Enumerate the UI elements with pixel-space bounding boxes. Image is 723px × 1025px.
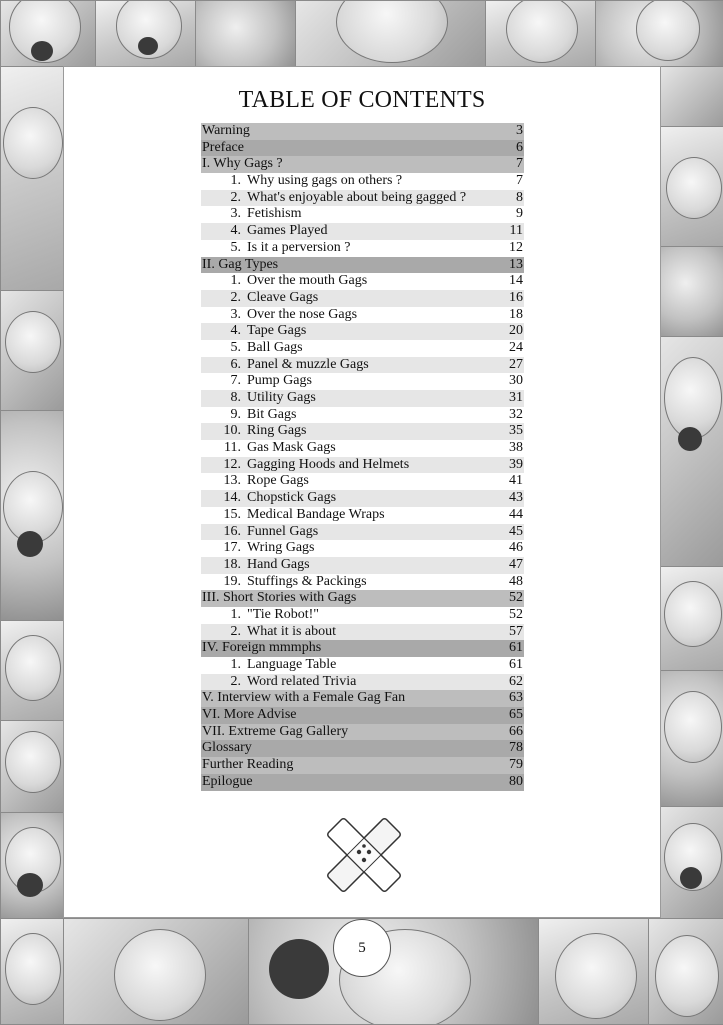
toc-subsection-row[interactable] xyxy=(201,340,524,357)
toc-entry-number: 2. xyxy=(230,623,241,639)
toc-entry-label: Over the mouth Gags xyxy=(247,273,368,289)
illustration-tile xyxy=(595,0,723,68)
toc-entry-page: 52 xyxy=(509,590,523,606)
toc-entry-label-group xyxy=(201,173,402,190)
illustration-tile xyxy=(538,918,650,1025)
toc-entry-label: III. Short Stories with Gags xyxy=(202,590,357,606)
toc-entry-page: 16 xyxy=(509,289,523,305)
toc-entry-number: 10. xyxy=(223,423,241,439)
toc-entry-label: V. Interview with a Female Gag Fan xyxy=(202,690,406,706)
toc-entry-label-group xyxy=(201,223,327,240)
toc-subsection-row[interactable] xyxy=(201,473,524,490)
toc-chapter-row[interactable] xyxy=(201,257,524,274)
toc-subsection-row[interactable] xyxy=(201,574,524,591)
toc-entry-label-group xyxy=(201,740,252,757)
toc-entry-label: Cleave Gags xyxy=(247,289,319,305)
toc-entry-number: 13. xyxy=(223,473,241,489)
toc-entry-number: 14. xyxy=(223,490,241,506)
toc-entry-label: Tape Gags xyxy=(247,323,307,339)
toc-chapter-row[interactable] xyxy=(201,690,524,707)
toc-subsection-row[interactable] xyxy=(201,407,524,424)
toc-entry-label-group xyxy=(201,373,312,390)
toc-entry-number: 1. xyxy=(230,657,241,672)
toc-entry-label: Word related Trivia xyxy=(247,673,357,689)
toc-entry-number: 4. xyxy=(230,223,241,239)
illustration-tile xyxy=(248,918,540,1025)
toc-entry-page: 61 xyxy=(509,640,523,656)
toc-entry-page: 32 xyxy=(509,406,523,422)
toc-entry-label-group xyxy=(201,690,405,707)
illustration-tile xyxy=(0,290,65,412)
toc-subsection-row[interactable] xyxy=(201,524,524,541)
illustration-tile xyxy=(0,410,65,622)
toc-entry-label: Hand Gags xyxy=(247,556,310,572)
toc-entry-page: 11 xyxy=(509,223,523,239)
toc-chapter-row[interactable] xyxy=(201,640,524,657)
toc-subsection-row[interactable] xyxy=(201,490,524,507)
toc-entry-number: 18. xyxy=(223,556,241,572)
illustration-tile xyxy=(0,66,65,292)
illustration-tile xyxy=(659,336,723,568)
toc-entry-page: 3 xyxy=(516,123,523,138)
toc-entry-label-group xyxy=(201,357,369,374)
toc-subsection-row[interactable] xyxy=(201,557,524,574)
toc-entry-label: Bit Gags xyxy=(247,406,297,422)
toc-subsection-row[interactable] xyxy=(201,373,524,390)
toc-entry-label-group xyxy=(201,473,309,490)
illustration-tile xyxy=(0,918,65,1025)
toc-entry-page: 7 xyxy=(516,173,523,189)
page-title: TABLE OF CONTENTS xyxy=(238,87,486,113)
toc-entry-page: 14 xyxy=(509,273,523,289)
toc-subsection-row[interactable] xyxy=(201,507,524,524)
toc-entry-number: 1. xyxy=(230,606,241,622)
toc-entry-page: 35 xyxy=(509,423,523,439)
toc-entry-label: Gagging Hoods and Helmets xyxy=(247,456,410,472)
toc-entry-label-group xyxy=(201,757,293,774)
toc-subsection-row[interactable] xyxy=(201,273,524,290)
illustration-tile xyxy=(659,566,723,672)
toc-entry-label: VII. Extreme Gag Gallery xyxy=(202,723,349,739)
toc-entry-label-group xyxy=(201,624,336,641)
toc-entry-label: Glossary xyxy=(202,740,252,756)
toc-entry-number: 2. xyxy=(230,289,241,305)
page-number: 5 xyxy=(333,919,391,977)
illustration-tile xyxy=(659,806,723,920)
toc-entry-number: 3. xyxy=(230,306,241,322)
toc-entry-label-group xyxy=(201,507,385,524)
toc-entry-page: 63 xyxy=(509,690,523,706)
toc-entry-label: Pump Gags xyxy=(247,373,312,389)
toc-entry-page: 46 xyxy=(509,540,523,556)
toc-entry-label: Why using gags on others ? xyxy=(247,173,403,189)
toc-entry-page: 30 xyxy=(509,373,523,389)
illustration-tile xyxy=(63,918,250,1025)
illustration-tile xyxy=(0,620,65,722)
toc-entry-number: 15. xyxy=(223,506,241,522)
toc-entry-label: Games Played xyxy=(247,223,328,239)
toc-entry-number: 5. xyxy=(230,239,241,255)
toc-entry-page: 52 xyxy=(509,606,523,622)
toc-entry-label-group xyxy=(201,774,253,791)
toc-entry-label-group xyxy=(201,340,303,357)
toc-entry-label-group xyxy=(201,607,319,624)
toc-subsection-row[interactable] xyxy=(201,357,524,374)
toc-entry-label-group xyxy=(201,540,314,557)
toc-subsection-row[interactable] xyxy=(201,190,524,207)
toc-entry-label-group xyxy=(201,640,321,657)
toc-entry-number: 16. xyxy=(223,523,241,539)
toc-entry-label: Gas Mask Gags xyxy=(247,440,336,456)
toc-entry-label: IV. Foreign mmmphs xyxy=(202,640,322,656)
toc-entry-label: "Tie Robot!" xyxy=(247,606,319,622)
toc-entry-page: 78 xyxy=(509,740,523,756)
toc-chapter-row[interactable] xyxy=(201,757,524,774)
toc-entry-label-group xyxy=(201,290,318,307)
toc-entry-page: 6 xyxy=(516,139,523,155)
crossed-bandage-icon xyxy=(319,810,409,900)
illustration-tile xyxy=(95,0,197,68)
toc-entry-label: Preface xyxy=(202,139,244,155)
toc-chapter-row[interactable] xyxy=(201,123,524,140)
toc-entry-number: 2. xyxy=(230,673,241,689)
toc-subsection-row[interactable] xyxy=(201,624,524,641)
toc-chapter-row[interactable] xyxy=(201,140,524,157)
toc-subsection-row[interactable] xyxy=(201,173,524,190)
toc-entry-page: 48 xyxy=(509,573,523,589)
toc-entry-number: 3. xyxy=(230,206,241,222)
illustration-tile xyxy=(485,0,597,68)
toc-entry-label-group xyxy=(201,440,336,457)
illustration-tile xyxy=(0,812,65,920)
toc-subsection-row[interactable] xyxy=(201,390,524,407)
toc-entry-label-group xyxy=(201,257,278,274)
toc-subsection-row[interactable] xyxy=(201,607,524,624)
toc-entry-label: Rope Gags xyxy=(247,473,309,489)
toc-entry-page: 44 xyxy=(509,506,523,522)
toc-entry-page: 13 xyxy=(509,256,523,272)
toc-entry-label: Stuffings & Packings xyxy=(247,573,367,589)
toc-entry-page: 57 xyxy=(509,623,523,639)
toc-entry-number: 17. xyxy=(223,540,241,556)
toc-subsection-row[interactable] xyxy=(201,440,524,457)
toc-entry-number: 1. xyxy=(230,173,241,189)
toc-entry-label-group xyxy=(201,390,316,407)
toc-entry-label-group xyxy=(201,524,318,541)
toc-entry-page: 79 xyxy=(509,757,523,773)
toc-entry-label-group xyxy=(201,273,367,290)
toc-entry-label-group xyxy=(201,707,297,724)
toc-entry-page: 45 xyxy=(509,523,523,539)
toc-entry-label-group xyxy=(201,140,244,157)
toc-entry-label-group xyxy=(201,156,283,173)
toc-entry-label-group xyxy=(201,190,466,207)
toc-entry-label: Language Table xyxy=(247,657,337,672)
toc-entry-page: 39 xyxy=(509,456,523,472)
content-page xyxy=(63,66,661,918)
illustration-tile xyxy=(659,246,723,338)
toc-entry-label-group xyxy=(201,123,250,140)
toc-subsection-row[interactable] xyxy=(201,223,524,240)
toc-entry-label-group xyxy=(201,240,350,257)
toc-entry-label: Medical Bandage Wraps xyxy=(247,506,385,522)
toc-entry-label: Utility Gags xyxy=(247,390,316,405)
toc-subsection-row[interactable] xyxy=(201,540,524,557)
toc-entry-label-group xyxy=(201,674,356,691)
toc-entry-page: 80 xyxy=(509,773,523,789)
toc-entry-label: Fetishism xyxy=(247,206,302,222)
toc-entry-page: 20 xyxy=(509,323,523,339)
toc-entry-label: Chopstick Gags xyxy=(247,490,337,506)
toc-entry-number: 2. xyxy=(230,189,241,205)
toc-entry-label: Panel & muzzle Gags xyxy=(247,356,369,372)
toc-entry-label: II. Gag Types xyxy=(202,256,279,272)
toc-entry-label-group xyxy=(201,407,296,424)
toc-entry-label-group xyxy=(201,590,356,607)
illustration-tile xyxy=(0,0,97,68)
toc-entry-label-group xyxy=(201,574,367,591)
toc-entry-page: 27 xyxy=(509,356,523,372)
toc-entry-page: 31 xyxy=(509,390,523,405)
toc-entry-number: 6. xyxy=(230,356,241,372)
toc-entry-label-group xyxy=(201,557,310,574)
illustration-tile xyxy=(659,670,723,808)
toc-entry-label: Epilogue xyxy=(202,773,253,789)
toc-entry-label: Is it a perversion ? xyxy=(247,239,351,255)
toc-entry-label: Ball Gags xyxy=(247,339,303,355)
toc-chapter-row[interactable] xyxy=(201,590,524,607)
toc-entry-label: Ring Gags xyxy=(247,423,307,439)
toc-entry-page: 8 xyxy=(516,189,523,205)
toc-entry-label: Warning xyxy=(202,123,250,138)
toc-chapter-row[interactable] xyxy=(201,740,524,757)
toc-entry-label: I. Why Gags ? xyxy=(202,156,283,172)
toc-entry-number: 12. xyxy=(223,456,241,472)
toc-chapter-row[interactable] xyxy=(201,156,524,173)
toc-entry-label: VI. More Advise xyxy=(202,707,297,723)
toc-entry-label-group xyxy=(201,423,307,440)
toc-subsection-row[interactable] xyxy=(201,290,524,307)
illustration-tile xyxy=(195,0,297,68)
toc-subsection-row[interactable] xyxy=(201,657,524,674)
toc-entry-number: 4. xyxy=(230,323,241,339)
toc-entry-number: 11. xyxy=(224,440,241,456)
toc-entry-number: 9. xyxy=(230,406,241,422)
toc-entry-label-group xyxy=(201,490,336,507)
toc-entry-label-group xyxy=(201,657,336,674)
toc-chapter-row[interactable] xyxy=(201,707,524,724)
toc-entry-label: What's enjoyable about being gagged ? xyxy=(247,189,467,205)
toc-entry-number: 5. xyxy=(230,339,241,355)
toc-entry-page: 12 xyxy=(509,239,523,255)
toc-entry-page: 18 xyxy=(509,306,523,322)
toc-entry-number: 1. xyxy=(230,273,241,289)
illustration-tile xyxy=(659,66,723,128)
toc-subsection-row[interactable] xyxy=(201,240,524,257)
toc-entry-label-group xyxy=(201,457,409,474)
toc-subsection-row[interactable] xyxy=(201,423,524,440)
toc-entry-page: 66 xyxy=(509,723,523,739)
toc-chapter-row[interactable] xyxy=(201,774,524,791)
toc-entry-label: Wring Gags xyxy=(247,540,315,556)
toc-entry-label-group xyxy=(201,307,357,324)
toc-entry-page: 24 xyxy=(509,339,523,355)
toc-entry-number: 8. xyxy=(230,390,241,405)
table-of-contents xyxy=(201,123,524,791)
toc-entry-page: 9 xyxy=(516,206,523,222)
toc-entry-page: 43 xyxy=(509,490,523,506)
toc-entry-label: What it is about xyxy=(247,623,337,639)
toc-entry-label: Further Reading xyxy=(202,757,294,773)
toc-entry-label-group xyxy=(201,724,348,741)
toc-entry-page: 7 xyxy=(516,156,523,172)
toc-chapter-row[interactable] xyxy=(201,724,524,741)
illustration-tile xyxy=(295,0,487,68)
toc-entry-page: 38 xyxy=(509,440,523,456)
toc-entry-label: Over the nose Gags xyxy=(247,306,358,322)
toc-subsection-row[interactable] xyxy=(201,307,524,324)
toc-entry-page: 61 xyxy=(509,657,523,672)
toc-subsection-row[interactable] xyxy=(201,674,524,691)
toc-entry-label-group xyxy=(201,206,301,223)
toc-entry-number: 7. xyxy=(230,373,241,389)
toc-entry-number: 19. xyxy=(223,573,241,589)
illustration-tile xyxy=(0,720,65,814)
illustration-tile xyxy=(648,918,723,1025)
toc-entry-page: 47 xyxy=(509,556,523,572)
toc-entry-label: Funnel Gags xyxy=(247,523,319,539)
toc-entry-label-group xyxy=(201,323,306,340)
illustration-tile xyxy=(659,126,723,248)
toc-entry-page: 62 xyxy=(509,673,523,689)
toc-entry-page: 65 xyxy=(509,707,523,723)
toc-subsection-row[interactable] xyxy=(201,206,524,223)
toc-entry-page: 41 xyxy=(509,473,523,489)
toc-subsection-row[interactable] xyxy=(201,457,524,474)
toc-subsection-row[interactable] xyxy=(201,323,524,340)
